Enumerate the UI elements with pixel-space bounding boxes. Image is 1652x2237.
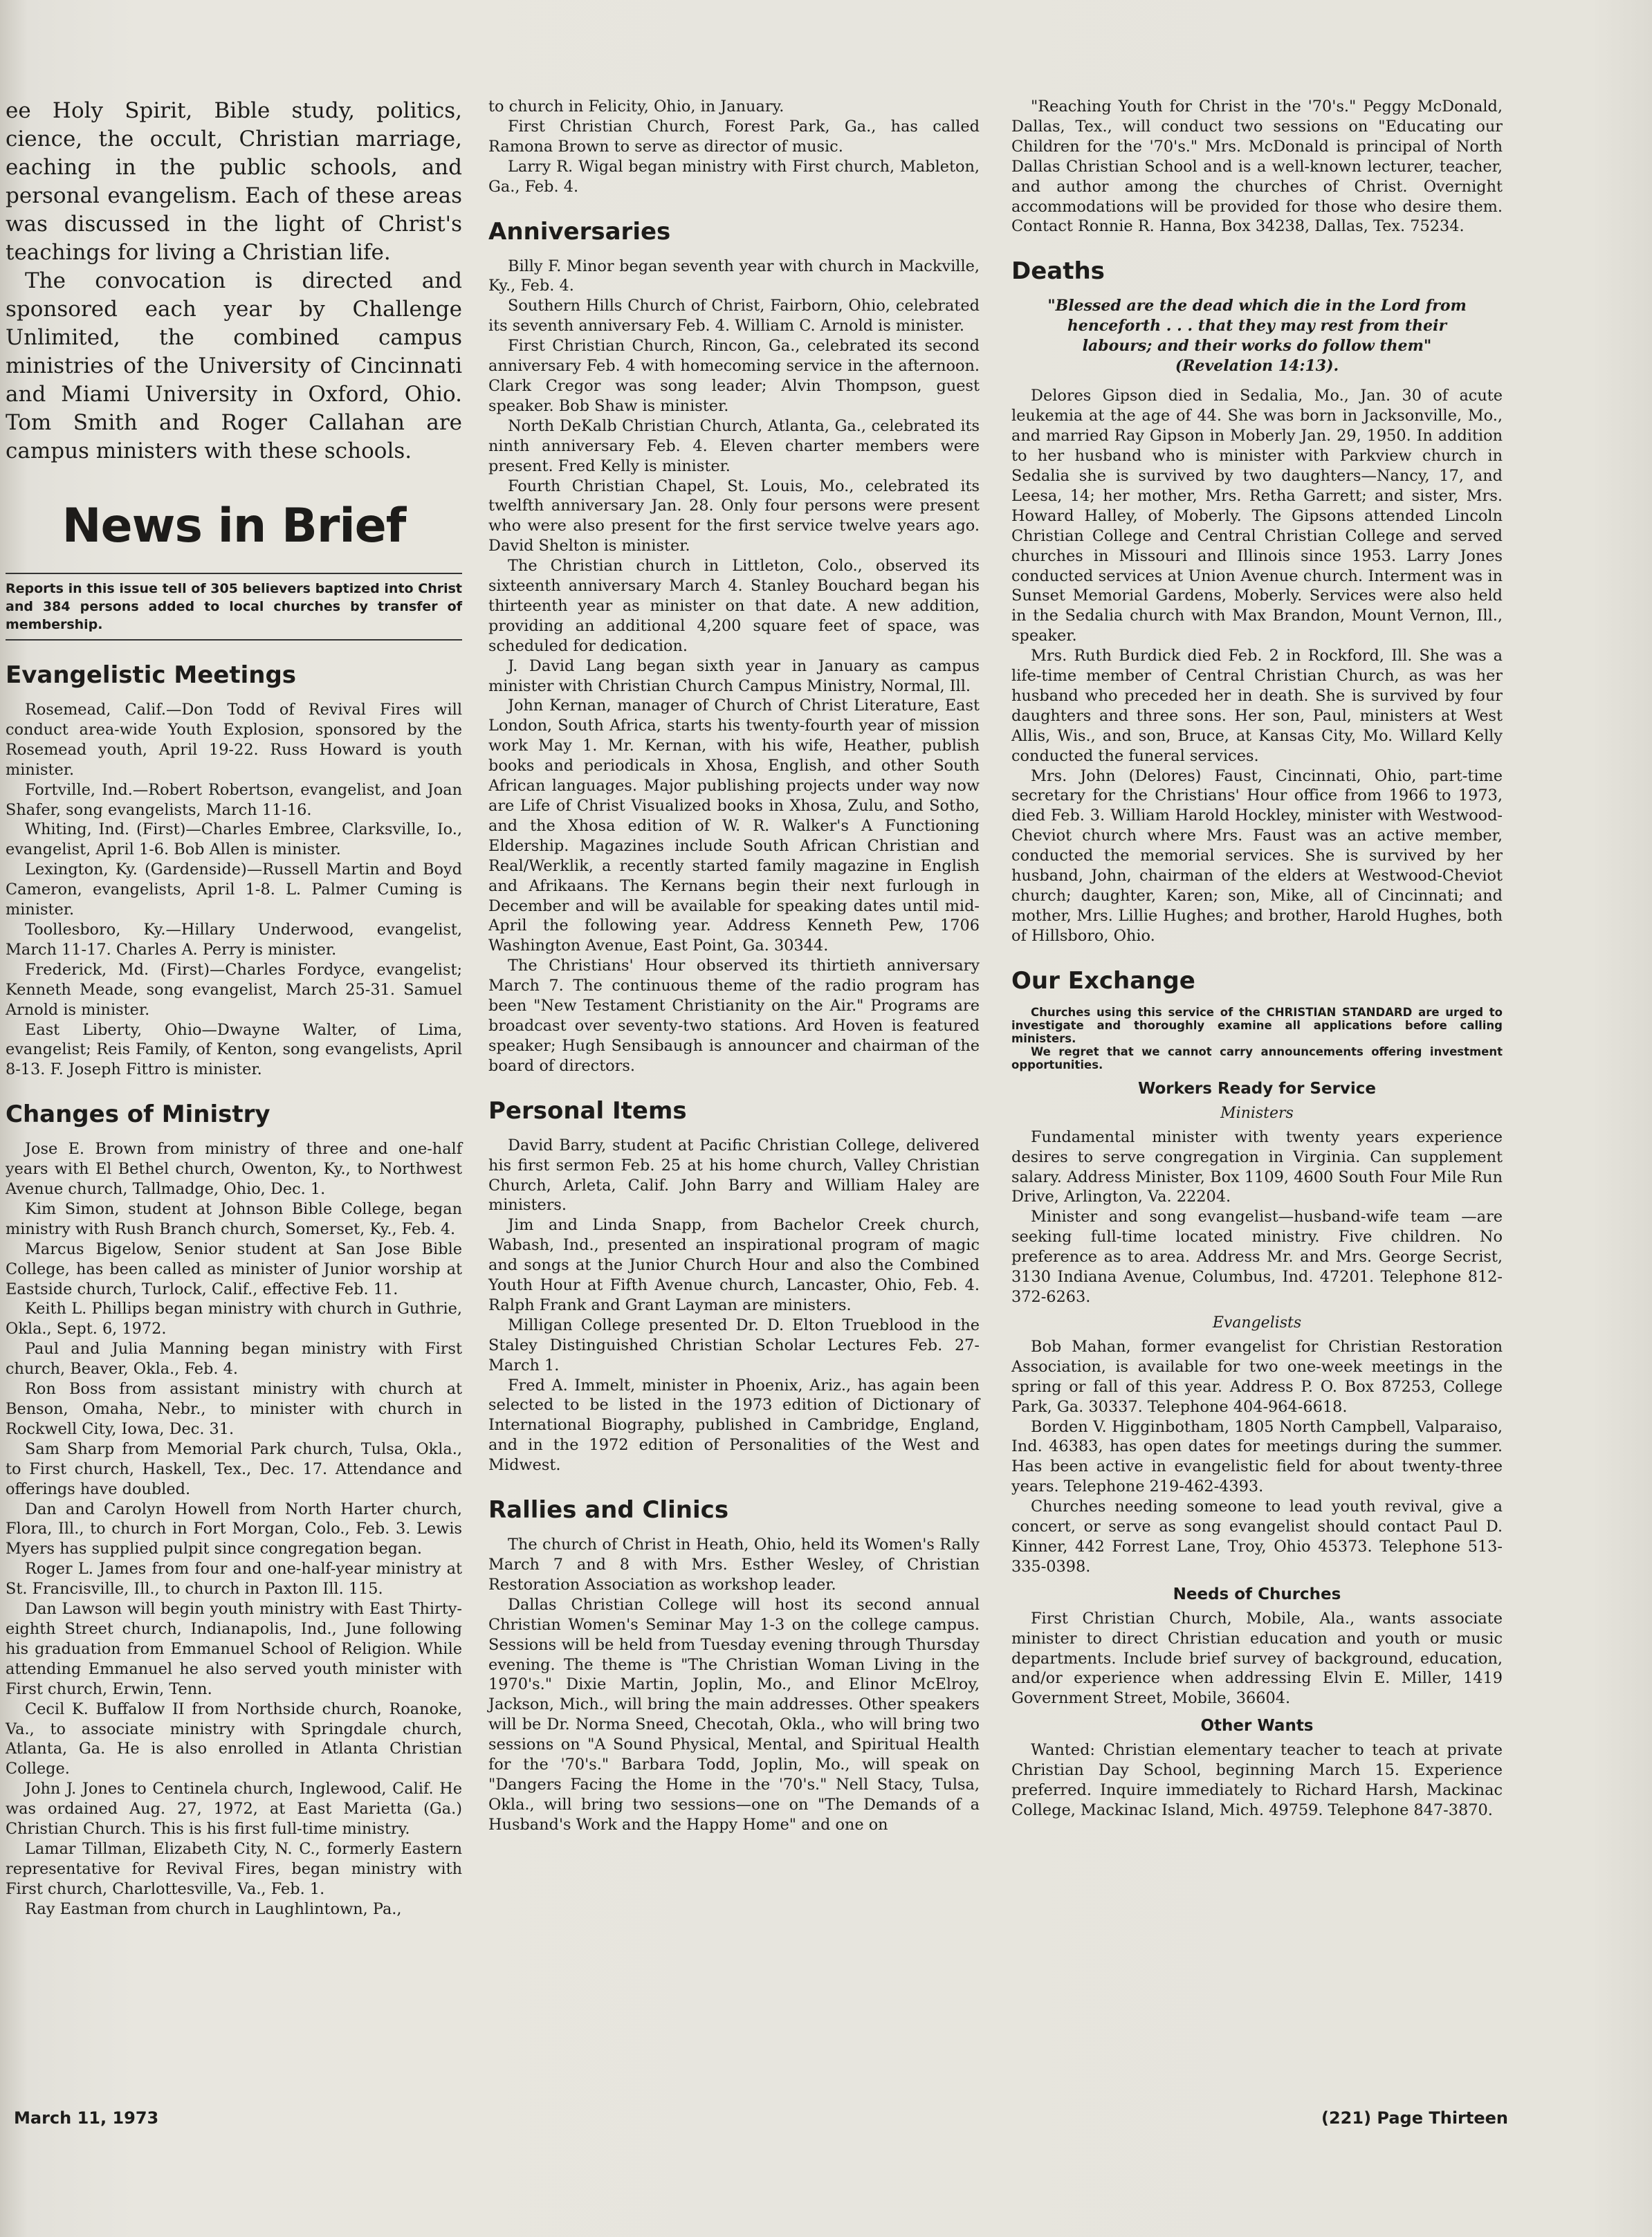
news-item: Billy F. Minor began seventh year with church in Mackville, Ky., Feb. 4. <box>488 257 980 295</box>
news-item: Larry R. Wigal began ministry with First church, Mableton, Ga., Feb. 4. <box>488 157 980 196</box>
news-item: J. David Lang began sixth year in January as campus minister with Christian Church Campus Ministry, Normal, Ill. <box>488 656 980 695</box>
subheading: Ministers <box>1220 1104 1294 1122</box>
section-heading: Anniversaries <box>488 217 671 246</box>
news-item: Southern Hills Church of Christ, Fairborn, Ohio, celebrated its seventh anniversary Feb. 4. William C. Arnold is minister. <box>488 297 980 335</box>
scripture-quote: "Blessed are the dead which die in the Lord from henceforth . . . that they may rest from their labours; and their works do follow them" (Revelation 14:13). <box>1047 297 1467 376</box>
news-item: Ron Boss from assistant ministry with church at Benson, Omaha, Nebr., to minister with church in Rockwell City, Iowa, Dec. 31. <box>6 1380 462 1438</box>
news-item: Toollesboro, Ky.—Hillary Underwood, evangelist, March 11-17. Charles A. Perry is minister. <box>6 920 462 959</box>
news-item: to church in Felicity, Ohio, in January. <box>488 98 784 116</box>
classified-item: Minister and song evangelist—husband-wife team —are seeking full-time located ministry. Five children. No preference as to area. Address Mr. and Mrs. George Secrist, 3130 Indiana Avenue, Columbus, Ind. 47201. Telephone 812-372-6263. <box>1011 1208 1503 1306</box>
news-item: Fourth Christian Chapel, St. Louis, Mo., celebrated its twelfth anniversary Jan. 28. Only four persons were present who were also present for the first service twelve years ago. David Shelton is minister. <box>488 477 980 555</box>
news-item: Dan Lawson will begin youth ministry with East Thirty-eighth Street church, Indianapolis, Ind., June following his graduation from Emmanuel School of Religion. While attending Emmanuel he also served youth minister with First church, Erwin, Tenn. <box>6 1600 462 1698</box>
news-item: Fred A. Immelt, minister in Phoenix, Ariz., has again been selected to be listed in the 1973 edition of Dictionary of International Biography, published in Cambridge, England, and in the 1972 edition of Personalities of the West and Midwest. <box>488 1376 980 1475</box>
news-item: Dallas Christian College will host its second annual Christian Women's Seminar May 1-3 on the college campus. Sessions will be held from Tuesday evening through Thursday evening. The theme is "The Christian Woman Living in the 1970's." Dixie Martin, Joplin, Mo., and Elinor McElroy, Jackson, Mich., will bring the main addresses. Other speakers will be Dr. Norma Sneed, Checotah, Okla., who will bring two sessions on "A Sound Physical, Mental, and Spiritual Health for the '70's." Barbara Todd, Joplin, Mo., will speak on "Dangers Facing the Home in the '70's." Nell Stacy, Tulsa, Okla., will bring two sessions—one on "The Demands of a Husband's Work and the Happy Home" and one on <box>488 1595 980 1834</box>
section-heading: Rallies and Clinics <box>488 1496 729 1525</box>
column-left <box>6 97 462 1920</box>
classified-item: Wanted: Christian elementary teacher to teach at private Christian Day School, beginning March 15. Experience preferred. Inquire immediately to Richard Harsh, Mackinac College, Mackinac Island, Mich. 49759. Telephone 847-3870. <box>1011 1741 1503 1819</box>
news-item: Whiting, Ind. (First)—Charles Embree, Clarksville, Io., evangelist, April 1-6. Bob Allen is minister. <box>6 820 462 859</box>
news-item: Dan and Carolyn Howell from North Harter church, Flora, Ill., to church in Fort Morgan, Colo., Feb. 3. Lewis Myers has supplied pulpit since congregation began. <box>6 1500 462 1558</box>
news-item: Lamar Tillman, Elizabeth City, N. C., formerly Eastern representative for Revival Fires, began ministry with First church, Charlottesville, Va., Feb. 1. <box>6 1839 462 1898</box>
intro-paragraph: ee Holy Spirit, Bible study, politics, cience, the occult, Christian marriage, eaching in the public schools, and personal evangelism. Each of these areas was discussed in the light of Christ's teachings for living a Christian life. <box>6 98 462 265</box>
section-heading: Deaths <box>1011 257 1105 286</box>
news-item: Kim Simon, student at Johnson Bible College, began ministry with Rush Branch church, Somerset, Ky., Feb. 4. <box>6 1199 462 1238</box>
subheading: Evangelists <box>1212 1314 1302 1332</box>
news-item: First Christian Church, Rincon, Ga., celebrated its second anniversary Feb. 4 with homecoming service in the afternoon. Clark Cregor was song leader; Alvin Thompson, guest speaker. Bob Shaw is minister. <box>488 337 980 415</box>
obituary: Mrs. Ruth Burdick died Feb. 2 in Rockford, Ill. She was a life-time member of Central Christian Church, as was her husband who preceded her in death. She is survived by four daughters and three sons. Her son, Paul, ministers at West Allis, Wis., and son, Bruce, at Kansas City, Mo. Willard Kelly conducted the funeral services. <box>1011 647 1503 765</box>
classified-item: Bob Mahan, former evangelist for Christian Restoration Association, is available for two one-week meetings in the spring or fall of this year. Address P. O. Box 87253, College Park, Ga. 30337. Telephone 404-964-6618. <box>1011 1337 1503 1416</box>
obituary: Mrs. John (Delores) Faust, Cincinnati, Ohio, part-time secretary for the Christians' Hour office from 1966 to 1973, died Feb. 3. William Harold Hockley, minister with Westwood-Cheviot church where Mrs. Faust was an active member, conducted the memorial services. She is survived by her husband, John, chairman of the elders at Westwood-Cheviot church; daughter, Karen; son, Mike, all of Cincinnati; and mother, Mrs. Lillie Hughes; and brother, Harold Hughes, both of Hillsboro, Ohio. <box>1011 766 1503 945</box>
news-item: Milligan College presented Dr. D. Elton Trueblood in the Staley Distinguished Christian Scholar Lectures Feb. 27-March 1. <box>488 1316 980 1374</box>
news-item: Sam Sharp from Memorial Park church, Tulsa, Okla., to First church, Haskell, Tex., Dec. 17. Attendance and offerings have doubled. <box>6 1439 462 1498</box>
section-heading: Our Exchange <box>1011 966 1195 995</box>
news-item: Cecil K. Buffalow II from Northside church, Roanoke, Va., to associate ministry with Springdale church, Atlanta, Ga. He is also enrolled in Atlanta Christian College. <box>6 1700 462 1778</box>
classified-item: Borden V. Higginbotham, 1805 North Campbell, Valparaiso, Ind. 46383, has open dates for meetings during the summer. Has been active in evangelistic field for about twenty-three years. Telephone 219-462-4393. <box>1011 1417 1503 1496</box>
news-item: David Barry, student at Pacific Christian College, delivered his first sermon Feb. 25 at his home church, Valley Christian Church, Arleta, Calif. John Barry and William Haley are ministers. <box>488 1136 980 1215</box>
news-item: The Christians' Hour observed its thirtieth anniversary March 7. The continuous theme of the radio program has been "New Testament Christianity on the Air." Programs are broadcast over seventy-two stations. Ard Hoven is featured speaker; Hugh Sensibaugh is announcer and chairman of the board of directors. <box>488 957 980 1075</box>
subheading: Workers Ready for Service <box>1137 1079 1377 1098</box>
news-item: Keith L. Phillips began ministry with church in Guthrie, Okla., Sept. 6, 1972. <box>6 1300 462 1338</box>
news-item: Paul and Julia Manning began ministry with First church, Beaver, Okla., Feb. 4. <box>6 1340 462 1379</box>
news-item: Jim and Linda Snapp, from Bachelor Creek church, Wabash, Ind., presented an inspirational program of magic and songs at the Junior Church Hour and also the Combined Youth Hour at Fifth Avenue church, Lancaster, Ohio, Feb. 4. Ralph Frank and Grant Layman are ministers. <box>488 1216 980 1314</box>
section-heading: Changes of Ministry <box>6 1101 270 1129</box>
intro-paragraph: The convocation is directed and sponsored each year by Challenge Unlimited, the combined campus ministries of the University of Cincinnati and Miami University in Oxford, Ohio. Tom Smith and Roger Callahan are campus ministers with these schools. <box>6 268 462 463</box>
classified-item: Churches needing someone to lead youth revival, give a concert, or serve as song evangelist should contact Paul D. Kinner, 442 Forrest Lane, Troy, Ohio 45373. Telephone 513-335-0398. <box>1011 1498 1503 1576</box>
section-masthead <box>6 499 462 553</box>
column-middle <box>488 97 980 1835</box>
exchange-note <box>1011 1006 1503 1071</box>
news-item: The church of Christ in Heath, Ohio, held its Women's Rally March 7 and 8 with Mrs. Esther Wesley, of Christian Restoration Association as workshop leader. <box>488 1536 980 1594</box>
news-item: The Christian church in Littleton, Colo., observed its sixteenth anniversary March 4. Stanley Bouchard began his thirteenth year as minister on that date. A new addition, providing an additional 4,200 square feet of space, was scheduled for dedication. <box>488 557 980 655</box>
section-heading: Personal Items <box>488 1096 687 1125</box>
news-item: North DeKalb Christian Church, Atlanta, Ga., celebrated its ninth anniversary Feb. 4. Eleven charter members were present. Fred Kelly is minister. <box>488 416 980 475</box>
news-item: Ray Eastman from church in Laughlintown, Pa., <box>25 1899 402 1918</box>
news-item: Fortville, Ind.—Robert Robertson, evangelist, and Joan Shafer, song evangelists, March 11-16. <box>6 780 462 819</box>
obituary: Delores Gipson died in Sedalia, Mo., Jan. 30 of acute leukemia at the age of 44. She was born in Jacksonville, Mo., and married Ray Gipson in Moberly Jan. 29, 1950. In addition to her husband who is minister with Parkview church in Sedalia she is survived by two daughters—Nancy, 17, and Leesa, 14; her mother, Mrs. Retha Garrett; and sister, Mrs. Howard Halley, of Moberly. The Gipsons attended Lincoln Christian College and Central Christian College and served churches in Missouri and Illinois since 1953. Larry Jones conducted services at Union Avenue church. Interment was in Sunset Memorial Gardens, Moberly. Services were also held in the Sedalia church with Max Brandon, Mount Vernon, Ill., speaker. <box>1011 387 1503 645</box>
news-item: Rosemead, Calif.—Don Todd of Revival Fires will conduct area-wide Youth Explosion, sponsored by the Rosemead youth, April 19-22. Russ Howard is youth minister. <box>6 701 462 779</box>
news-item: Lexington, Ky. (Gardenside)—Russell Martin and Boyd Cameron, evangelists, April 1-8. L. Palmer Cuming is minister. <box>6 860 462 919</box>
issue-summary: Reports in this issue tell of 305 believers baptized into Christ and 384 persons added to local churches by transfer of membership. <box>6 573 462 641</box>
news-item: John J. Jones to Centinela church, Inglewood, Calif. He was ordained Aug. 27, 1972, at East Marietta (Ga.) Christian Church. This is his first full-time ministry. <box>6 1780 462 1839</box>
news-item: Jose E. Brown from ministry of three and one-half years with El Bethel church, Owenton, Ky., to Northwest Avenue church, Tallmadge, Ohio, Dec. 1. <box>6 1140 462 1199</box>
news-item: "Reaching Youth for Christ in the '70's." Peggy McDonald, Dallas, Tex., will conduct two sessions on "Educating our Children for the '70's." Mrs. McDonald is principal of North Dallas Christian School and is a well-known lecturer, teacher, and author among the churches of Christ. Overnight accommodations will be provided for those who desire them. Contact Ronnie R. Hanna, Box 34238, Dallas, Tex. 75234. <box>1011 98 1503 236</box>
news-item: John Kernan, manager of Church of Christ Literature, East London, South Africa, starts his twenty-fourth year of mission work May 1. Mr. Kernan, with his wife, Heather, publish books and periodicals in Xhosa, English, and other South African languages. Major publishing projects under way now are Life of Christ Visualized books in Xhosa, Zulu, and Sotho, and the Xhosa edition of W. R. Walker's A Functioning Eldership. Magazines include South African Christian and Real/Werklik, a recently started family magazine in English and Afrikaans. The Kernans begin their next furlough in December and will be available for speaking dates until mid-April the following year. Address Kenneth Pew, 1706 Washington Avenue, East Point, Ga. 30344. <box>488 697 980 955</box>
news-item: Frederick, Md. (First)—Charles Fordyce, evangelist; Kenneth Meade, song evangelist, March 25-31. Samuel Arnold is minister. <box>6 960 462 1019</box>
classified-item: Fundamental minister with twenty years experience desires to serve congregation in Virginia. Can supplement salary. Address Minister, Box 1109, 4600 South Four Mile Run Drive, Arlington, Va. 22204. <box>1011 1127 1503 1206</box>
classified-item: First Christian Church, Mobile, Ala., wants associate minister to direct Christian education and youth or music departments. Include brief survey of background, education, and/or experience when addressing Elvin E. Miller, 1419 Government Street, Mobile, 36604. <box>1011 1609 1503 1708</box>
subheading: Needs of Churches <box>1173 1585 1341 1603</box>
subheading: Other Wants <box>1200 1717 1314 1736</box>
news-item: East Liberty, Ohio—Dwayne Walter, of Lima, evangelist; Reis Family, of Kenton, song evangelists, April 8-13. F. Joseph Fittro is minister. <box>6 1020 462 1079</box>
exchange-note-line: Churches using this service of the CHRISTIAN STANDARD are urged to investigate and thoroughly examine all applications before calling ministers. <box>1011 1005 1503 1045</box>
column-right <box>1011 97 1503 1821</box>
footer-page-number: (221) Page Thirteen <box>1321 2108 1508 2128</box>
news-item: First Christian Church, Forest Park, Ga., has called Ramona Brown to serve as director of music. <box>488 117 980 156</box>
news-item: Roger L. James from four and one-half-year ministry at St. Francisville, Ill., to church in Paxton Ill. 115. <box>6 1560 462 1599</box>
news-item: Marcus Bigelow, Senior student at San Jose Bible College, has been called as minister of Junior worship at Eastside church, Turlock, Calif., effective Feb. 11. <box>6 1240 462 1298</box>
masthead-title: News in Brief <box>62 499 406 553</box>
footer-date: March 11, 1973 <box>14 2108 159 2128</box>
exchange-note-line: We regret that we cannot carry announcements offering investment opportunities. <box>1011 1044 1503 1071</box>
section-heading: Evangelistic Meetings <box>6 661 297 689</box>
